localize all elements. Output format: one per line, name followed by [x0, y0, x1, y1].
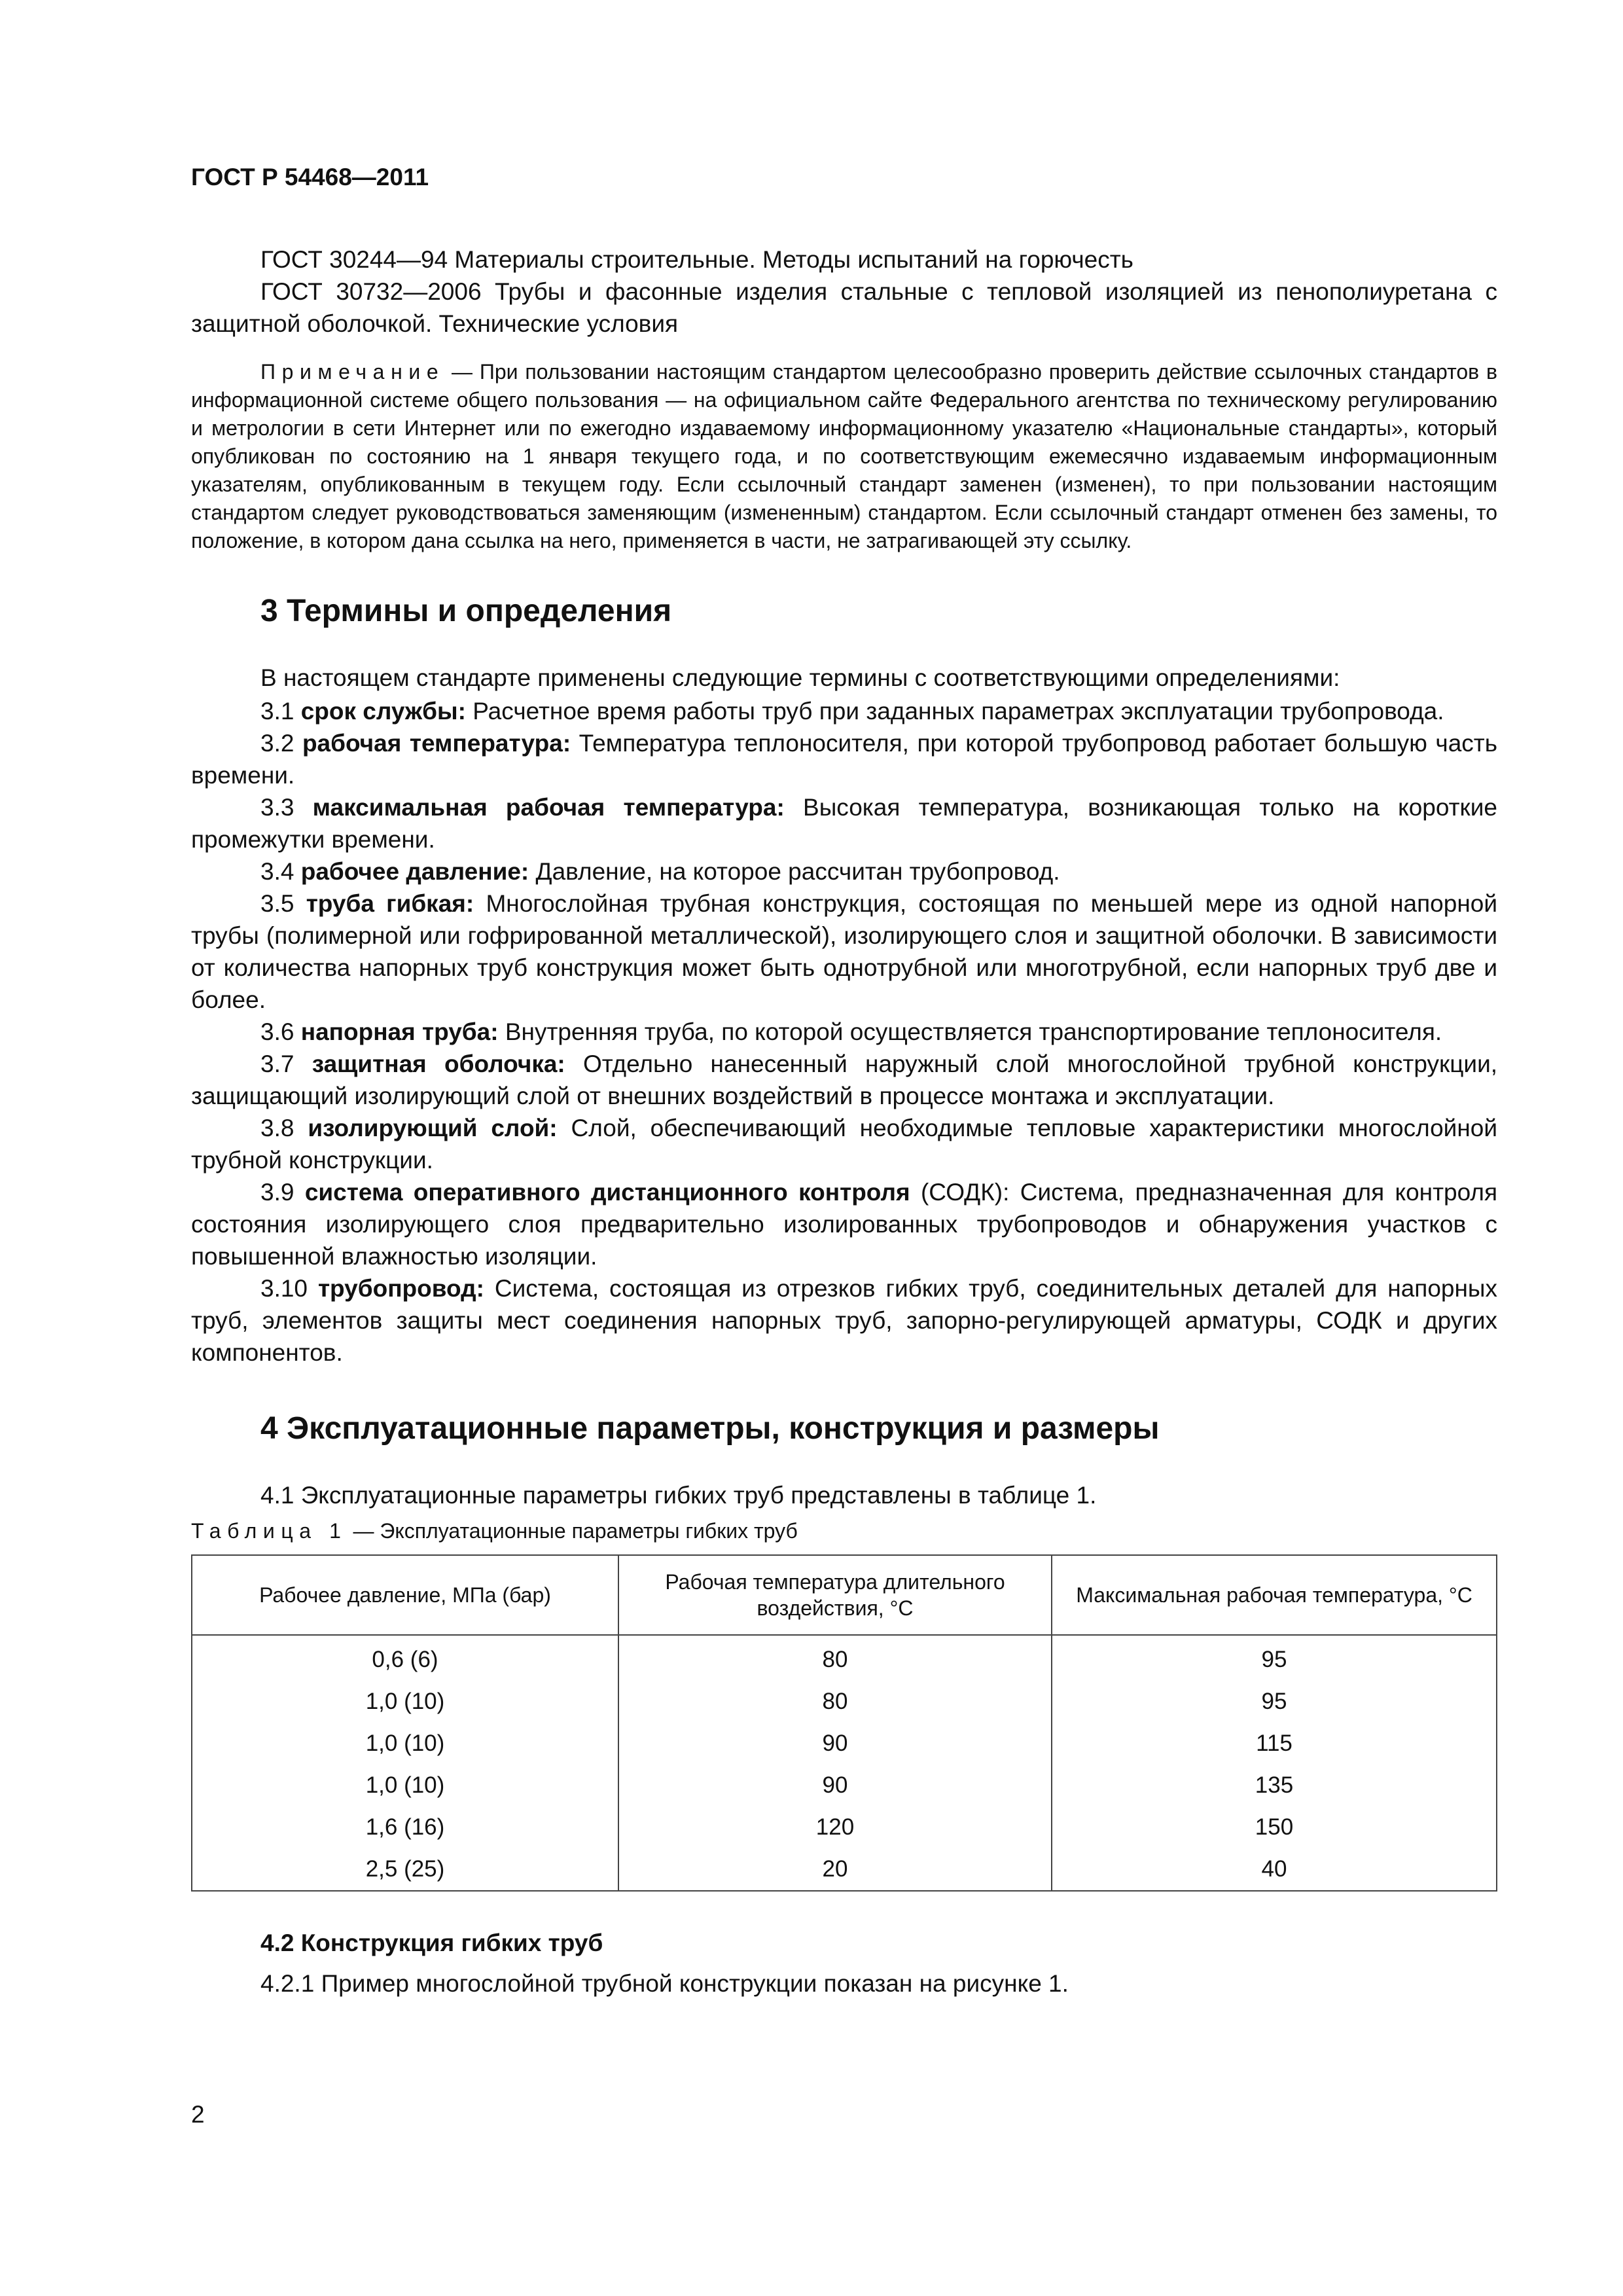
term-definition [191, 727, 1497, 791]
term-text: (СОДК): Система, предназначенная для контроля состояния изолирующего слоя предварительно изолированных трубопроводов и обнаружения участков с повышенной влажностью изоляции. [191, 1179, 1498, 1270]
table-cell: 90 [618, 1765, 1052, 1806]
document-header: ГОСТ Р 54468—2011 [191, 164, 429, 190]
term-number: 3.8 [260, 1115, 294, 1141]
paragraph-4-2-1: 4.2.1 Пример многослойной трубной конструкции показан на рисунке 1. [260, 1970, 1069, 1997]
document-page [191, 164, 1497, 2000]
table-row [192, 1765, 1497, 1806]
term-number: 3.9 [260, 1179, 294, 1206]
section-4-heading: 4 Эксплуатационные параметры, конструкция и размеры [260, 1411, 1160, 1446]
column-header-pressure: Рабочее давление, МПа (бар) [192, 1555, 618, 1635]
table-cell: 90 [618, 1723, 1052, 1765]
term-definition [191, 1112, 1497, 1176]
term-text: Внутренняя труба, по которой осуществляется транспортирование теплоносителя. [505, 1018, 1442, 1045]
table-cell: 1,6 (16) [192, 1806, 618, 1848]
term-text: Отдельно нанесенный наружный слой многослойной трубной конструкции, защищающий изолирующий слой от внешних воздействий в процессе монтажа и эксплуатации. [191, 1050, 1498, 1109]
term-name: рабочее давление: [300, 858, 529, 885]
term-definition [191, 1176, 1497, 1272]
term-number: 3.7 [260, 1050, 294, 1077]
table-row [192, 1723, 1497, 1765]
subsection-4-2-heading: 4.2 Конструкция гибких труб [260, 1929, 603, 1956]
term-text: Расчетное время работы труб при заданных параметрах эксплуатации трубопровода. [473, 698, 1444, 725]
table-row [192, 1635, 1497, 1681]
term-text: Температура теплоносителя, при которой трубопровод работает большую часть времени. [191, 730, 1497, 789]
term-name: трубопровод: [317, 1275, 484, 1302]
table-cell: 135 [1052, 1765, 1497, 1806]
term-name: система оперативного дистанционного контроля [304, 1179, 910, 1206]
term-text: Давление, на которое рассчитан трубопровод. [535, 858, 1060, 885]
note-paragraph [191, 358, 1497, 555]
section-3-heading: 3 Термины и определения [260, 594, 672, 628]
table-cell: 95 [1052, 1635, 1497, 1681]
term-definition [191, 1048, 1497, 1112]
column-header-working-temperature: Рабочая температура длительного воздействия, °С [618, 1555, 1052, 1635]
term-name: труба гибкая: [306, 890, 474, 917]
note-text: — При пользовании настоящим стандартом целесообразно проверить действие ссылочных стандартов в информационной системе общего пользования — на официальном сайте Федерального агентства по техническому регулированию и метрологии в сети Интернет или по ежегодно издаваемому информационному указателю «Национальные стандарты», который опубликован по состоянию на 1 января текущего года, и по соответствующим ежемесячно издаваемым информационным указателям, опубликованным в текущем году. Если ссылочный стандарт заменен (изменен), то при пользовании настоящим стандартом следует руководствоваться заменяющим (измененным) стандартом. Если ссылочный стандарт отменен без замены, то положение, в котором дана ссылка на него, применяется в части, не затрагивающей эту ссылку. [191, 360, 1497, 552]
table-caption-label: Таблица 1 [191, 1519, 348, 1543]
table-cell: 2,5 (25) [192, 1848, 618, 1891]
term-name: изолирующий слой: [308, 1115, 558, 1141]
term-definition [191, 1016, 1497, 1048]
term-number: 3.2 [260, 730, 294, 757]
term-text: Многослойная трубная конструкция, состоящая по меньшей мере из одной напорной трубы (полимерной или гофрированной металлической), изолирующего слоя и защитной оболочки. В зависимости от количества напорных труб конструкция может быть однотрубной или многотрубной, если напорных труб две и более. [191, 890, 1498, 1013]
term-name: защитная оболочка: [312, 1050, 565, 1077]
reference-2: ГОСТ 30732—2006 Трубы и фасонные изделия стальные с тепловой изоляцией из пенополиуретана с защитной оболочкой. Технические условия [191, 278, 1497, 337]
table-cell: 120 [618, 1806, 1052, 1848]
paragraph-4-1: 4.1 Эксплуатационные параметры гибких труб представлены в таблице 1. [260, 1482, 1097, 1509]
parameters-table [191, 1554, 1497, 1892]
term-definition [191, 1272, 1497, 1369]
term-definition [191, 888, 1497, 1016]
table-row [192, 1848, 1497, 1891]
term-text: Система, состоящая из отрезков гибких труб, соединительных деталей для напорных труб, элементов защиты мест соединения напорных труб, запорно-регулирующей арматуры, СОДК и других компонентов. [191, 1275, 1497, 1366]
table-cell: 0,6 (6) [192, 1635, 618, 1681]
term-name: напорная труба: [300, 1018, 499, 1045]
section-3-intro: В настоящем стандарте применены следующие термины с соответствующими определениями: [260, 664, 1340, 691]
table-body [192, 1635, 1497, 1891]
table-cell: 1,0 (10) [192, 1723, 618, 1765]
note-label: Примечание [260, 360, 445, 384]
term-text: Высокая температура, возникающая только на короткие промежутки времени. [191, 794, 1497, 853]
table-cell: 80 [618, 1681, 1052, 1723]
table-row [192, 1806, 1497, 1848]
reference-1: ГОСТ 30244—94 Материалы строительные. Методы испытаний на горючесть [260, 246, 1133, 273]
term-number: 3.5 [260, 890, 294, 917]
table-cell: 1,0 (10) [192, 1765, 618, 1806]
term-name: максимальная рабочая температура: [312, 794, 785, 821]
terms-list [191, 695, 1497, 1369]
table-cell: 80 [618, 1635, 1052, 1681]
table-cell: 1,0 (10) [192, 1681, 618, 1723]
term-definition [191, 855, 1497, 888]
term-name: рабочая температура: [302, 730, 571, 757]
table-cell: 40 [1052, 1848, 1497, 1891]
term-number: 3.10 [260, 1275, 308, 1302]
term-definition [191, 791, 1497, 855]
term-number: 3.3 [260, 794, 294, 821]
table-row [192, 1681, 1497, 1723]
term-number: 3.1 [260, 698, 294, 725]
term-number: 3.6 [260, 1018, 294, 1045]
table-cell: 95 [1052, 1681, 1497, 1723]
page-number: 2 [191, 2101, 205, 2128]
term-name: срок службы: [300, 698, 466, 725]
table-caption [191, 1518, 1497, 1544]
table-cell: 115 [1052, 1723, 1497, 1765]
term-number: 3.4 [260, 858, 294, 885]
table-cell: 20 [618, 1848, 1052, 1891]
table-cell: 150 [1052, 1806, 1497, 1848]
table-header-row [192, 1555, 1497, 1635]
term-definition [191, 695, 1497, 727]
column-header-max-temperature: Максимальная рабочая температура, °С [1052, 1555, 1497, 1635]
table-caption-text: — Эксплуатационные параметры гибких труб [347, 1519, 798, 1543]
term-text: Слой, обеспечивающий необходимые тепловые характеристики многослойной трубной конструкции. [191, 1115, 1498, 1174]
